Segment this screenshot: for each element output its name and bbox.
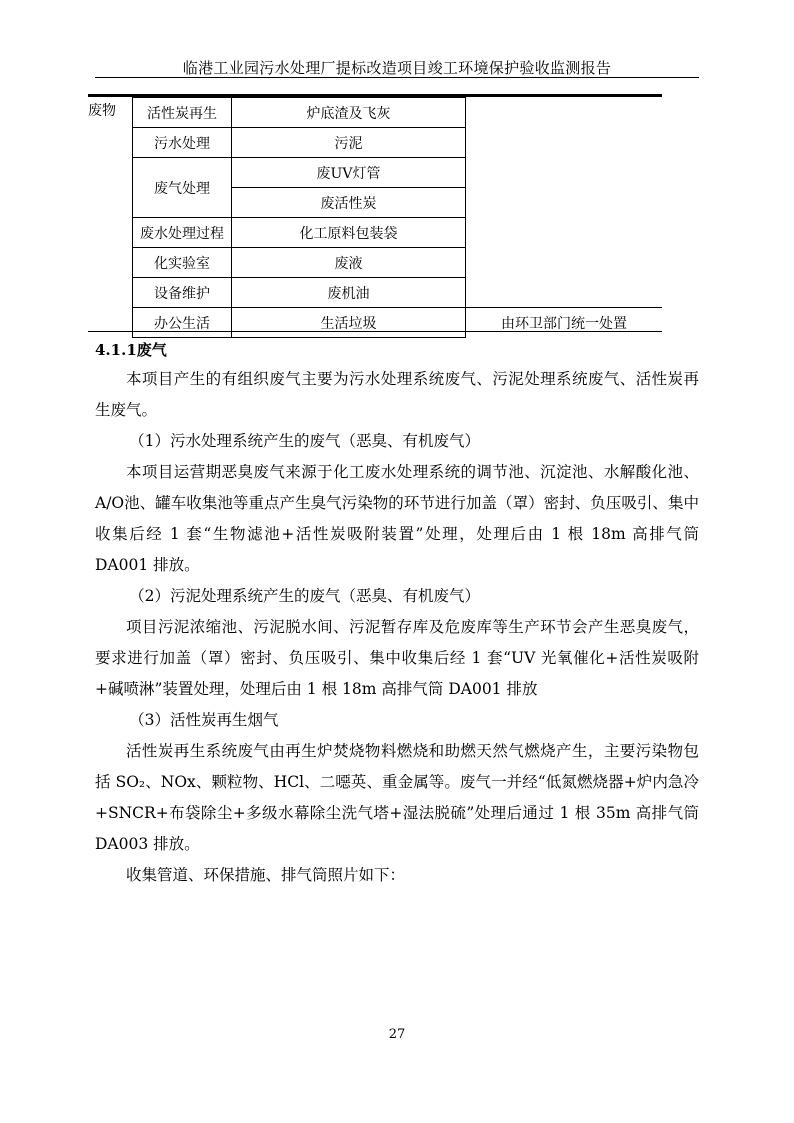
item-cell: 废UV灯管: [232, 158, 466, 188]
paragraph: 收集管道、环保措施、排气筒照片如下：: [126, 866, 406, 884]
subheading: （1）污水处理系统产生的废气（恶臭、有机废气）: [129, 432, 480, 450]
source-cell: 设备维护: [133, 278, 232, 308]
source-cell: 活性炭再生: [133, 98, 232, 128]
item-cell: 炉底渣及飞灰: [232, 98, 466, 128]
subheading: （2）污泥处理系统产生的废气（恶臭、有机废气）: [129, 587, 480, 605]
paragraph: 本项目运营期恶臭废气来源于化工废水处理系统的调节池、沉淀池、水解酸化池、A/O池、罐车收集池等重点产生臭气污染物的环节进行加盖（罩）密封、负压吸引、集中收集后经 1 套“生物滤池+活性炭吸附装置”处理，处理后由 1 根 18m 高排气筒 DA001 排放。: [95, 463, 699, 574]
header-rule: [95, 77, 699, 78]
source-cell: 化实验室: [133, 248, 232, 278]
disposal-cell-empty: [466, 98, 663, 308]
source-cell: 污水处理: [133, 128, 232, 158]
item-cell: 生活垃圾: [232, 308, 466, 338]
item-cell: 化工原料包装袋: [232, 218, 466, 248]
subheading: （3）活性炭再生烟气: [129, 711, 279, 729]
page-number: 27: [388, 1027, 406, 1042]
table-row: [88, 98, 662, 128]
item-cell: 污泥: [232, 128, 466, 158]
page-header-title: 临港工业园污水处理厂提标改造项目竣工环境保护验收监测报告: [182, 59, 612, 77]
table-bottom-rule: [88, 331, 662, 332]
category-cell: [88, 98, 133, 338]
waste-table: [88, 97, 662, 338]
disposal-cell: 由环卫部门统一处置: [466, 308, 663, 338]
item-cell: 废机油: [232, 278, 466, 308]
source-cell: 废水处理过程: [133, 218, 232, 248]
source-cell: 办公生活: [133, 308, 232, 338]
paragraph: 本项目产生的有组织废气主要为污水处理系统废气、污泥处理系统废气、活性炭再生废气。: [95, 370, 699, 419]
item-cell: 废液: [232, 248, 466, 278]
section-heading: 4.1.1废气: [95, 341, 167, 359]
body-text: [95, 364, 699, 891]
paragraph: 活性炭再生系统废气由再生炉焚烧物料燃烧和助燃天然气燃烧产生，主要污染物包括 SO₂、NOx、颗粒物、HCl、二噁英、重金属等。废气一并经“低氮燃烧器+炉内急冷+SNCR+布袋除尘+多级水幕除尘洗气塔+湿法脱硫”处理后通过 1 根 35m 高排气筒 DA003 排放。: [95, 742, 699, 853]
source-cell: 废气处理: [133, 158, 232, 218]
category-label: 废物: [88, 102, 116, 119]
paragraph: 项目污泥浓缩池、污泥脱水间、污泥暂存库及危废库等生产环节会产生恶臭废气，要求进行加盖（罩）密封、负压吸引、集中收集后经 1 套“UV 光氧催化+活性炭吸附+碱喷淋”装置处理，处理后由 1 根 18m 高排气筒 DA001 排放: [95, 618, 699, 698]
table-row: [88, 308, 662, 338]
item-cell: 废活性炭: [232, 188, 466, 218]
